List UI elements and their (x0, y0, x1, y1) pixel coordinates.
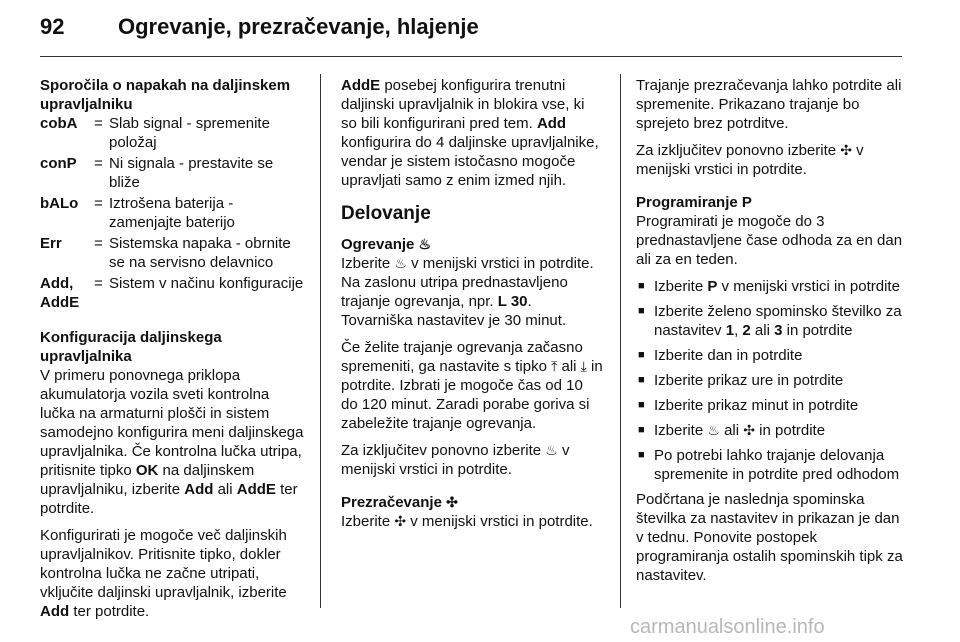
definition-row (40, 194, 308, 232)
paragraph (341, 338, 603, 433)
paragraph (40, 526, 308, 621)
text: ali (213, 481, 237, 498)
text: in potrdite (755, 422, 826, 439)
text: ali (750, 322, 775, 339)
watermark: carmanualsonline.info (630, 616, 825, 638)
bullet: ■ (638, 449, 645, 461)
number: 1 (725, 322, 735, 339)
text: na daljinskem upravljalniku, izberite (40, 462, 255, 498)
list-item (636, 371, 904, 390)
definition-term: Err (40, 235, 62, 252)
text: ter potrdite. (40, 481, 298, 517)
bullet: ■ (638, 280, 645, 292)
text: Ogrevanje (341, 236, 415, 253)
definition-row (40, 154, 308, 192)
equals-sign: = (94, 195, 103, 212)
paragraph (636, 141, 904, 179)
text: . Tovarniška nastavitev je 30 minut. (341, 293, 567, 329)
page-header (0, 0, 960, 64)
bullet: ■ (638, 424, 645, 436)
heat-waves-icon: ♨ (418, 236, 432, 252)
list-item (636, 302, 904, 340)
key-label: AddE (341, 77, 381, 94)
text: Izberite (654, 422, 708, 439)
text: konfigurira do 4 daljinske upravljalnike, vendar je sistem istočasno mogoče upravljati samo z enim izmed njih. (341, 134, 599, 189)
text: in potrdite. Izbrati je mogoče čas od 10 do 120 minut. Zaradi porabe goriva si zabeležite trajanje ogrevanja. (341, 358, 603, 432)
text: Izberite želeno spominsko številko za nastavitev (654, 303, 902, 339)
definition-term: bALo (40, 195, 79, 212)
text: v menijski vrstici in potrdite. (341, 442, 570, 478)
paragraph (341, 254, 603, 330)
text: V primeru ponovnega priklopa akumulatorja vozila sveti kontrolna lučka na armaturni plošči in sistem samodejno konfigurira meni daljinskega upravljalnika. Če kontrolna lučka utripa, pritisnite tipko (40, 367, 304, 479)
text: ali (719, 422, 744, 439)
bullet: ■ (638, 349, 645, 361)
equals-sign: = (94, 275, 103, 292)
value: L 30 (497, 293, 528, 310)
column-2 (341, 76, 603, 539)
list-item-text (654, 421, 904, 440)
equals-sign: = (94, 115, 103, 132)
definition-term: Add, AddE (40, 275, 80, 311)
text: v menijski vrstici in potrdite (717, 278, 900, 295)
fan-icon: ✣ (743, 422, 755, 438)
paragraph: Trajanje prezračevanja lahko potrdite ali spremenite. Prikazano trajanje bo sprejeto brez potrditve. (636, 77, 902, 132)
error-code-list (40, 114, 308, 312)
column-1 (40, 76, 308, 629)
paragraph (341, 512, 603, 531)
bullet: ■ (638, 305, 645, 317)
section-title: Konfiguracija daljinskega upravljalnika (40, 329, 222, 365)
text: ali (557, 358, 581, 375)
equals-sign: = (94, 155, 103, 172)
list-item (636, 446, 904, 484)
text: Za izključitev ponovno izberite (636, 142, 841, 159)
list-item (636, 277, 904, 296)
text: , (734, 322, 743, 339)
heat-waves-icon: ♨ (545, 442, 558, 458)
number: 3 (774, 322, 783, 339)
list-item-text (654, 277, 904, 296)
text: Izberite (654, 278, 708, 295)
text: v menijski vrstici in potrdite. (636, 142, 864, 178)
arrow-up-icon: ⤒ (551, 358, 558, 374)
paragraph: Programirati je mogoče do 3 prednastavljene čase odhoda za en dan ali za en teden. (636, 213, 903, 268)
list-item (636, 421, 904, 440)
definition-text: Ni signala - prestavite se bliže (109, 155, 274, 191)
section-title: Sporočila o napakah na daljinskem upravljalniku (40, 77, 291, 113)
bullet: ■ (638, 374, 645, 386)
heat-waves-icon: ♨ (394, 255, 407, 271)
subsection-heading (341, 493, 603, 512)
definition-text: Sistemska napaka - obrnite se na servisno delavnico (109, 235, 291, 271)
list-item-text: Po potrebi lahko trajanje delovanja spremenite in potrdite pred odhodom (654, 447, 900, 483)
heat-waves-icon: ♨ (707, 422, 720, 438)
text: Za izključitev ponovno izberite (341, 442, 546, 459)
fan-icon: ✣ (840, 142, 852, 158)
key-label: OK (135, 462, 159, 479)
subsection-heading: Programiranje P (636, 194, 752, 211)
text: Prezračevanje (341, 494, 442, 511)
section-heading: Delovanje (341, 203, 431, 224)
text: Izberite (341, 255, 395, 272)
text: Izberite (341, 513, 395, 530)
text: ter potrdite. (69, 603, 150, 620)
paragraph: Podčrtana je naslednja spominska številka za nastavitev in prikazan je dan v tednu. Ponovite postopek programiranja ostalih spominskih tipk za nastavitev. (636, 491, 903, 584)
page-number: 92 (40, 14, 65, 39)
text: in potrdite (782, 322, 853, 339)
definition-term: conP (40, 155, 77, 172)
definition-row (40, 274, 308, 312)
definition-text: Iztrošena baterija - zamenjajte baterijo (109, 195, 235, 231)
paragraph (40, 366, 308, 518)
number: 2 (742, 322, 751, 339)
header-divider (40, 56, 902, 57)
column-divider (320, 74, 321, 608)
text: posebej konfigurira trenutni daljinski upravljalnik in blokira vse, ki so bili konfigurirani pred tem. (341, 77, 585, 132)
text: v menijski vrstici in potrdite. (406, 513, 593, 530)
definition-text: Slab signal - spremenite položaj (109, 115, 270, 151)
key-label: P (707, 278, 718, 295)
text: v menijski vrstici in potrdite. Na zaslonu utripa prednastavljeno trajanje ogrevanja, npr. (341, 255, 594, 310)
definition-text: Sistem v načinu konfiguracije (109, 275, 304, 292)
key-label: AddE (236, 481, 276, 498)
list-item (636, 396, 904, 415)
definition-term: cobA (40, 115, 78, 132)
key-label: Add (184, 481, 214, 498)
definition-row (40, 114, 308, 152)
list-item-text (654, 302, 904, 340)
paragraph (341, 76, 603, 190)
text: Konfigurirati je mogoče več daljinskih upravljalnikov. Pritisnite tipko, dokler kontrolna lučka ne začne utripati, vključite daljinski upravljalnik, izberite (40, 527, 287, 601)
bullet: ■ (638, 399, 645, 411)
definition-row (40, 234, 308, 272)
arrow-down-icon: ⤓ (580, 358, 587, 374)
page-title: Ogrevanje, prezračevanje, hlajenje (118, 14, 479, 39)
column-divider (620, 74, 621, 608)
paragraph (341, 441, 603, 479)
key-label: Add (40, 603, 70, 620)
column-3 (636, 76, 904, 593)
key-label: Add (536, 115, 567, 132)
fan-icon: ✣ (446, 494, 458, 510)
list-item-text: Izberite dan in potrdite (654, 347, 803, 364)
text: Če želite trajanje ogrevanja začasno spremeniti, ga nastavite s tipko (341, 339, 583, 375)
list-item-text: Izberite prikaz ure in potrdite (654, 372, 844, 389)
list-item-text: Izberite prikaz minut in potrdite (654, 397, 859, 414)
equals-sign: = (94, 235, 103, 252)
list-item (636, 346, 904, 365)
fan-icon: ✣ (394, 513, 407, 529)
subsection-heading (341, 235, 603, 254)
